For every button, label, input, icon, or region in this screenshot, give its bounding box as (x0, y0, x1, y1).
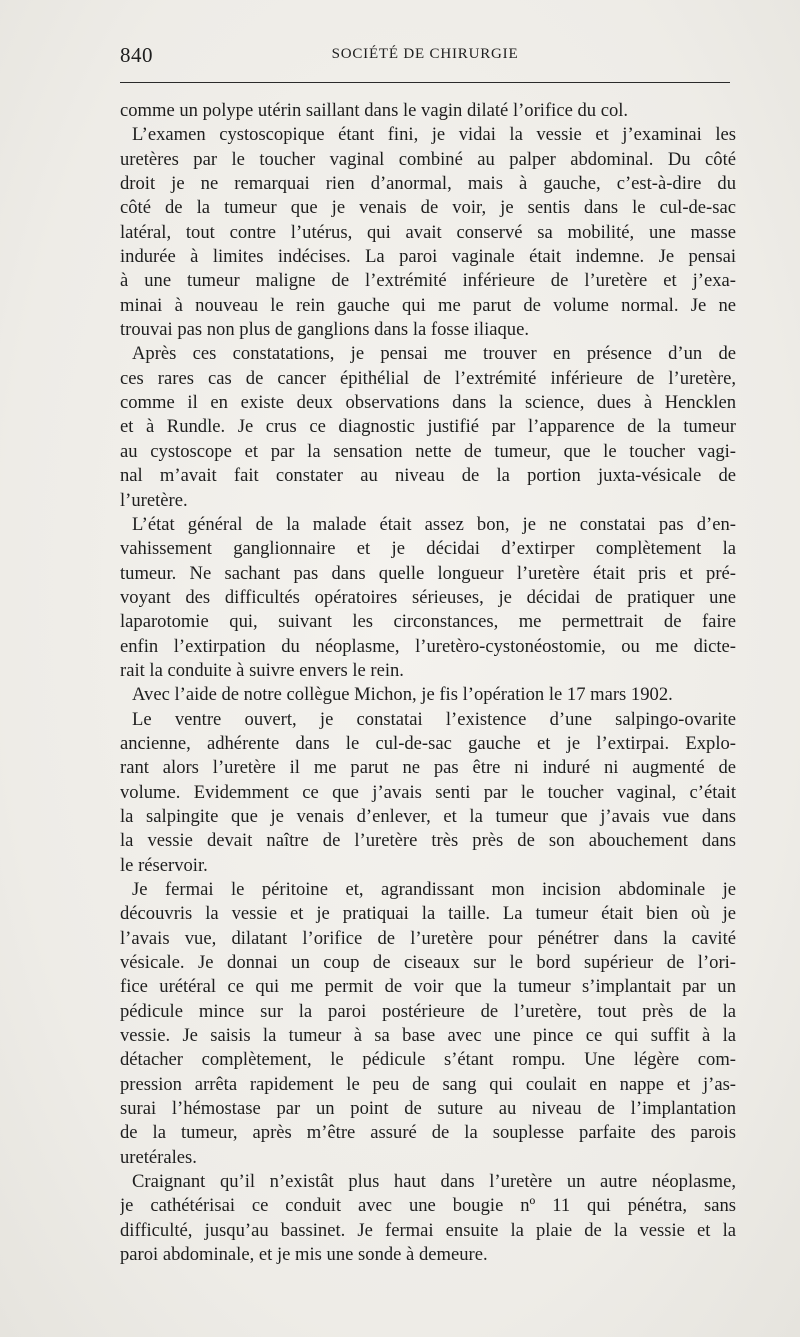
text-line: voyant des difficultés opératoires sérieuses, je décidai de pratiquer une (120, 586, 736, 608)
text-line: le réservoir. (120, 854, 208, 876)
text-line: Avec l’aide de notre collègue Michon, je fis l’opération le 17 mars 1902. (132, 684, 673, 706)
text-line: trouvai pas non plus de ganglions dans la fosse iliaque. (120, 319, 529, 341)
text-line: volume. Evidemment ce que j’avais senti par le toucher vaginal, c’était (120, 781, 736, 803)
text-line: ancienne, adhérente dans le cul-de-sac gauche et je l’extirpai. Explo- (120, 732, 736, 754)
text-line: nal m’avait fait constater au niveau de la portion juxta-vésicale de (120, 465, 736, 487)
page-header (120, 40, 730, 74)
text-line: pédicule mince sur la paroi postérieure de l’uretère, tout près de la (120, 1000, 736, 1022)
text-line: fice urétéral ce qui me permit de voir que la tumeur s’implantait par un (120, 976, 736, 998)
page-number: 840 (120, 43, 153, 67)
paragraph-6 (120, 708, 736, 878)
paragraph-1 (120, 99, 736, 123)
header-rule (120, 82, 730, 83)
text-line: je cathétérisai ce conduit avec une bougie nº 11 qui pénétra, sans (120, 1195, 736, 1217)
text-line: Craignant qu’il n’existât plus haut dans l’uretère un autre néoplasme, (132, 1171, 736, 1193)
text-line: rant alors l’uretère il me parut ne pas être ni induré ni augmenté de (120, 757, 736, 779)
text-line: L’examen cystoscopique étant fini, je vidai la vessie et j’examinai les (132, 124, 736, 146)
text-line: à une tumeur maligne de l’extrémité inférieure de l’uretère et j’exa- (120, 270, 736, 292)
text-line: minai à nouveau le rein gauche qui me parut de volume normal. Je ne (120, 294, 736, 316)
paragraph-8 (120, 1170, 736, 1267)
text-line: découvris la vessie et je pratiquai la taille. La tumeur était bien où je (120, 903, 736, 925)
text-line: vahissement ganglionnaire et je décidai d’extirper complètement la (120, 538, 736, 560)
text-line: Le ventre ouvert, je constatai l’existence d’une salpingo-ovarite (132, 708, 736, 730)
text-line: L’état général de la malade était assez bon, je ne constatai pas d’en- (132, 513, 736, 535)
text-line: vésicale. Je donnai un coup de ciseaux sur le bord supérieur de l’ori- (120, 952, 736, 974)
text-line: rait la conduite à suivre envers le rein. (120, 659, 404, 681)
text-line: surai l’hémostase par un point de suture au niveau de l’implantation (120, 1098, 736, 1120)
text-line: difficulté, jusqu’au bassinet. Je fermai ensuite la plaie de la vessie et la (120, 1219, 736, 1241)
text-line: paroi abdominale, et je mis une sonde à demeure. (120, 1244, 488, 1266)
text-line: détacher complètement, le pédicule s’étant rompu. Une légère com- (120, 1049, 736, 1071)
text-line: de la tumeur, après m’être assuré de la souplesse parfaite des parois (120, 1122, 736, 1144)
text-line: l’uretère. (120, 489, 188, 511)
text-line: enfin l’extirpation du néoplasme, l’uretèro-cystonéostomie, ou me dicte- (120, 635, 736, 657)
text-line: vessie. Je saisis la tumeur à sa base avec une pince ce qui suffit à la (120, 1025, 736, 1047)
paragraph-3 (120, 342, 736, 512)
text-line: droit je ne remarquai rien d’anormal, mais à gauche, c’est-à-dire du (120, 173, 736, 195)
text-line: latéral, tout contre l’utérus, qui avait conservé sa mobilité, une masse (120, 221, 736, 243)
text-line: au cystoscope et par la sensation nette de tumeur, que le toucher vagi- (120, 440, 736, 462)
paragraph-7 (120, 878, 736, 1170)
paragraph-2 (120, 123, 736, 342)
running-head: SOCIÉTÉ DE CHIRURGIE (331, 46, 519, 62)
text-line: indurée à limites indécises. La paroi vaginale était indemne. Je pensai (120, 246, 736, 268)
paragraph-5 (120, 683, 736, 707)
text-line: et à Rundle. Je crus ce diagnostic justifié par l’apparence de la tumeur (120, 416, 736, 438)
text-line: uretérales. (120, 1146, 197, 1168)
text-line: comme un polype utérin saillant dans le vagin dilaté l’orifice du col. (120, 100, 629, 121)
text-line: ces rares cas de cancer épithélial de l’extrémité inférieure de l’uretère, (120, 367, 736, 389)
text-line: tumeur. Ne sachant pas dans quelle longueur l’uretère était pris et pré- (120, 562, 736, 584)
text-line: l’avais vue, dilatant l’orifice de l’uretère pour pénétrer dans la cavité (120, 927, 736, 949)
text-line: Après ces constatations, je pensai me trouver en présence d’un de (132, 343, 736, 365)
body-text (120, 99, 736, 1268)
paragraph-4 (120, 513, 736, 683)
text-line: laparotomie qui, suivant les circonstances, me permettrait de faire (120, 611, 736, 633)
text-line: comme il en existe deux observations dans la science, dues à Hencklen (120, 392, 736, 414)
text-line: pression arrêta rapidement le peu de sang qui coulait en nappe et j’as- (120, 1073, 736, 1095)
text-line: la vessie devait naître de l’uretère très près de son abouchement dans (120, 830, 736, 852)
text-line: Je fermai le péritoine et, agrandissant mon incision abdominale je (132, 879, 736, 900)
text-line: côté de la tumeur que je venais de voir, je sentis dans le cul-de-sac (120, 197, 736, 219)
text-line: uretères par le toucher vaginal combiné au palper abdominal. Du côté (120, 148, 736, 170)
text-line: la salpingite que je venais d’enlever, et la tumeur que j’avais vue dans (120, 805, 736, 827)
